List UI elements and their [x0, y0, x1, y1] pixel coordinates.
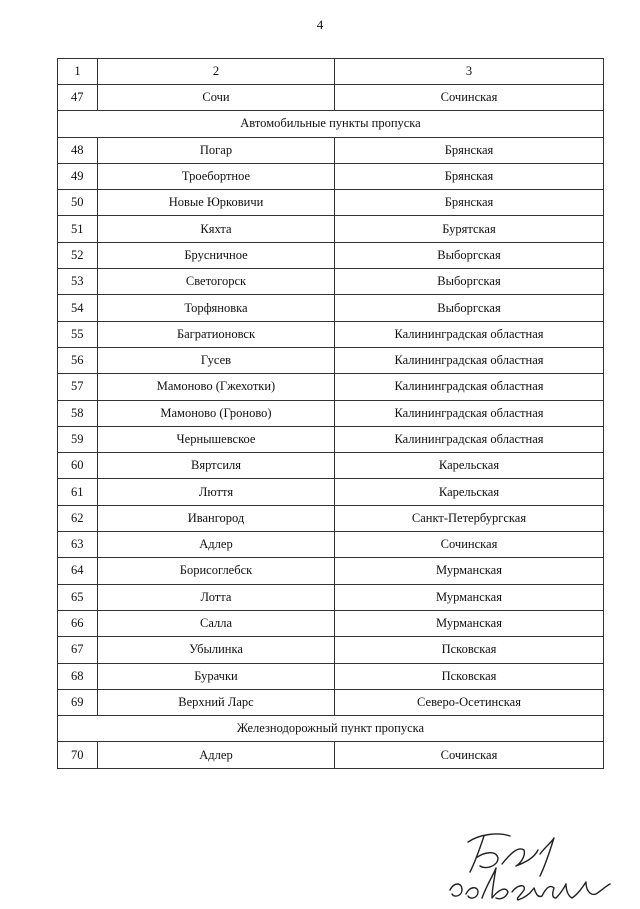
- table-row: [58, 453, 604, 479]
- table-row: [58, 742, 604, 768]
- region-name: Псковская: [335, 663, 604, 689]
- row-number: 54: [58, 295, 98, 321]
- checkpoint-name: Троебортное: [98, 163, 335, 189]
- checkpoint-name: Брусничное: [98, 242, 335, 268]
- row-number: 61: [58, 479, 98, 505]
- region-name: Мурманская: [335, 610, 604, 636]
- table-section-row: [58, 716, 604, 742]
- row-number: 52: [58, 242, 98, 268]
- region-name: Мурманская: [335, 558, 604, 584]
- checkpoint-name: Адлер: [98, 742, 335, 768]
- row-number: 64: [58, 558, 98, 584]
- checkpoint-name: Мамоново (Гроново): [98, 400, 335, 426]
- row-number: 55: [58, 321, 98, 347]
- row-number: 57: [58, 374, 98, 400]
- region-name: Мурманская: [335, 584, 604, 610]
- checkpoint-name: Торфяновка: [98, 295, 335, 321]
- table-row: [58, 163, 604, 189]
- table-row: [58, 584, 604, 610]
- checkpoint-name: Светогорск: [98, 269, 335, 295]
- table-row: [58, 558, 604, 584]
- page-number: 4: [316, 17, 324, 32]
- table-row: [58, 347, 604, 373]
- table-row: [58, 663, 604, 689]
- table-section-row: [58, 111, 604, 137]
- table-row: [58, 610, 604, 636]
- table-row: [58, 400, 604, 426]
- region-name: Калининградская областная: [335, 321, 604, 347]
- row-number: 53: [58, 269, 98, 295]
- row-number: 70: [58, 742, 98, 768]
- region-name: Сочинская: [335, 742, 604, 768]
- region-name: Сочинская: [335, 532, 604, 558]
- header-col-3: 3: [335, 59, 604, 85]
- table-row: [58, 85, 604, 111]
- row-number: 65: [58, 584, 98, 610]
- region-name: Выборгская: [335, 242, 604, 268]
- checkpoint-name: Мамоново (Гжехотки): [98, 374, 335, 400]
- row-number: 56: [58, 347, 98, 373]
- region-name: Выборгская: [335, 269, 604, 295]
- row-number: 62: [58, 505, 98, 531]
- region-name: Брянская: [335, 190, 604, 216]
- checkpoint-name: Вяртсиля: [98, 453, 335, 479]
- region-name: Калининградская областная: [335, 426, 604, 452]
- header-col-1: 1: [58, 59, 98, 85]
- checkpoint-name: Люття: [98, 479, 335, 505]
- table-row: [58, 689, 604, 715]
- table-row: [58, 637, 604, 663]
- table-row: [58, 505, 604, 531]
- table-header-row: [58, 59, 604, 85]
- region-name: Калининградская областная: [335, 347, 604, 373]
- checkpoint-name: Борисоглебск: [98, 558, 335, 584]
- checkpoint-name: Убылинка: [98, 637, 335, 663]
- table-row: [58, 190, 604, 216]
- checkpoint-name: Бурачки: [98, 663, 335, 689]
- table-row: [58, 137, 604, 163]
- table-row: [58, 532, 604, 558]
- table-row: [58, 321, 604, 347]
- row-number: 67: [58, 637, 98, 663]
- region-name: Карельская: [335, 453, 604, 479]
- row-number: 47: [58, 85, 98, 111]
- checkpoint-name: Новые Юрковичи: [98, 190, 335, 216]
- checkpoint-name: Чернышевское: [98, 426, 335, 452]
- region-name: Псковская: [335, 637, 604, 663]
- table-row: [58, 295, 604, 321]
- region-name: Калининградская областная: [335, 400, 604, 426]
- checkpoint-name: Багратионовск: [98, 321, 335, 347]
- section-label: Автомобильные пункты пропуска: [58, 111, 604, 137]
- checkpoint-name: Лотта: [98, 584, 335, 610]
- checkpoint-name: Гусев: [98, 347, 335, 373]
- row-number: 51: [58, 216, 98, 242]
- row-number: 58: [58, 400, 98, 426]
- checkpoint-name: Кяхта: [98, 216, 335, 242]
- region-name: Выборгская: [335, 295, 604, 321]
- region-name: Сочинская: [335, 85, 604, 111]
- region-name: Северо-Осетинская: [335, 689, 604, 715]
- row-number: 48: [58, 137, 98, 163]
- signature-icon: [440, 828, 620, 906]
- region-name: Брянская: [335, 137, 604, 163]
- row-number: 60: [58, 453, 98, 479]
- table-row: [58, 426, 604, 452]
- checkpoint-name: Ивангород: [98, 505, 335, 531]
- region-name: Брянская: [335, 163, 604, 189]
- region-name: Калининградская областная: [335, 374, 604, 400]
- row-number: 66: [58, 610, 98, 636]
- checkpoint-name: Адлер: [98, 532, 335, 558]
- row-number: 50: [58, 190, 98, 216]
- region-name: Бурятская: [335, 216, 604, 242]
- table-row: [58, 479, 604, 505]
- row-number: 69: [58, 689, 98, 715]
- table-row: [58, 269, 604, 295]
- section-label: Железнодорожный пункт пропуска: [58, 716, 604, 742]
- checkpoints-table: [57, 58, 604, 769]
- row-number: 68: [58, 663, 98, 689]
- table-row: [58, 374, 604, 400]
- table-row: [58, 242, 604, 268]
- checkpoint-name: Верхний Ларс: [98, 689, 335, 715]
- checkpoint-name: Сочи: [98, 85, 335, 111]
- row-number: 59: [58, 426, 98, 452]
- checkpoint-name: Салла: [98, 610, 335, 636]
- table-row: [58, 216, 604, 242]
- region-name: Карельская: [335, 479, 604, 505]
- region-name: Санкт-Петербургская: [335, 505, 604, 531]
- row-number: 49: [58, 163, 98, 189]
- header-col-2: 2: [98, 59, 335, 85]
- checkpoint-name: Погар: [98, 137, 335, 163]
- row-number: 63: [58, 532, 98, 558]
